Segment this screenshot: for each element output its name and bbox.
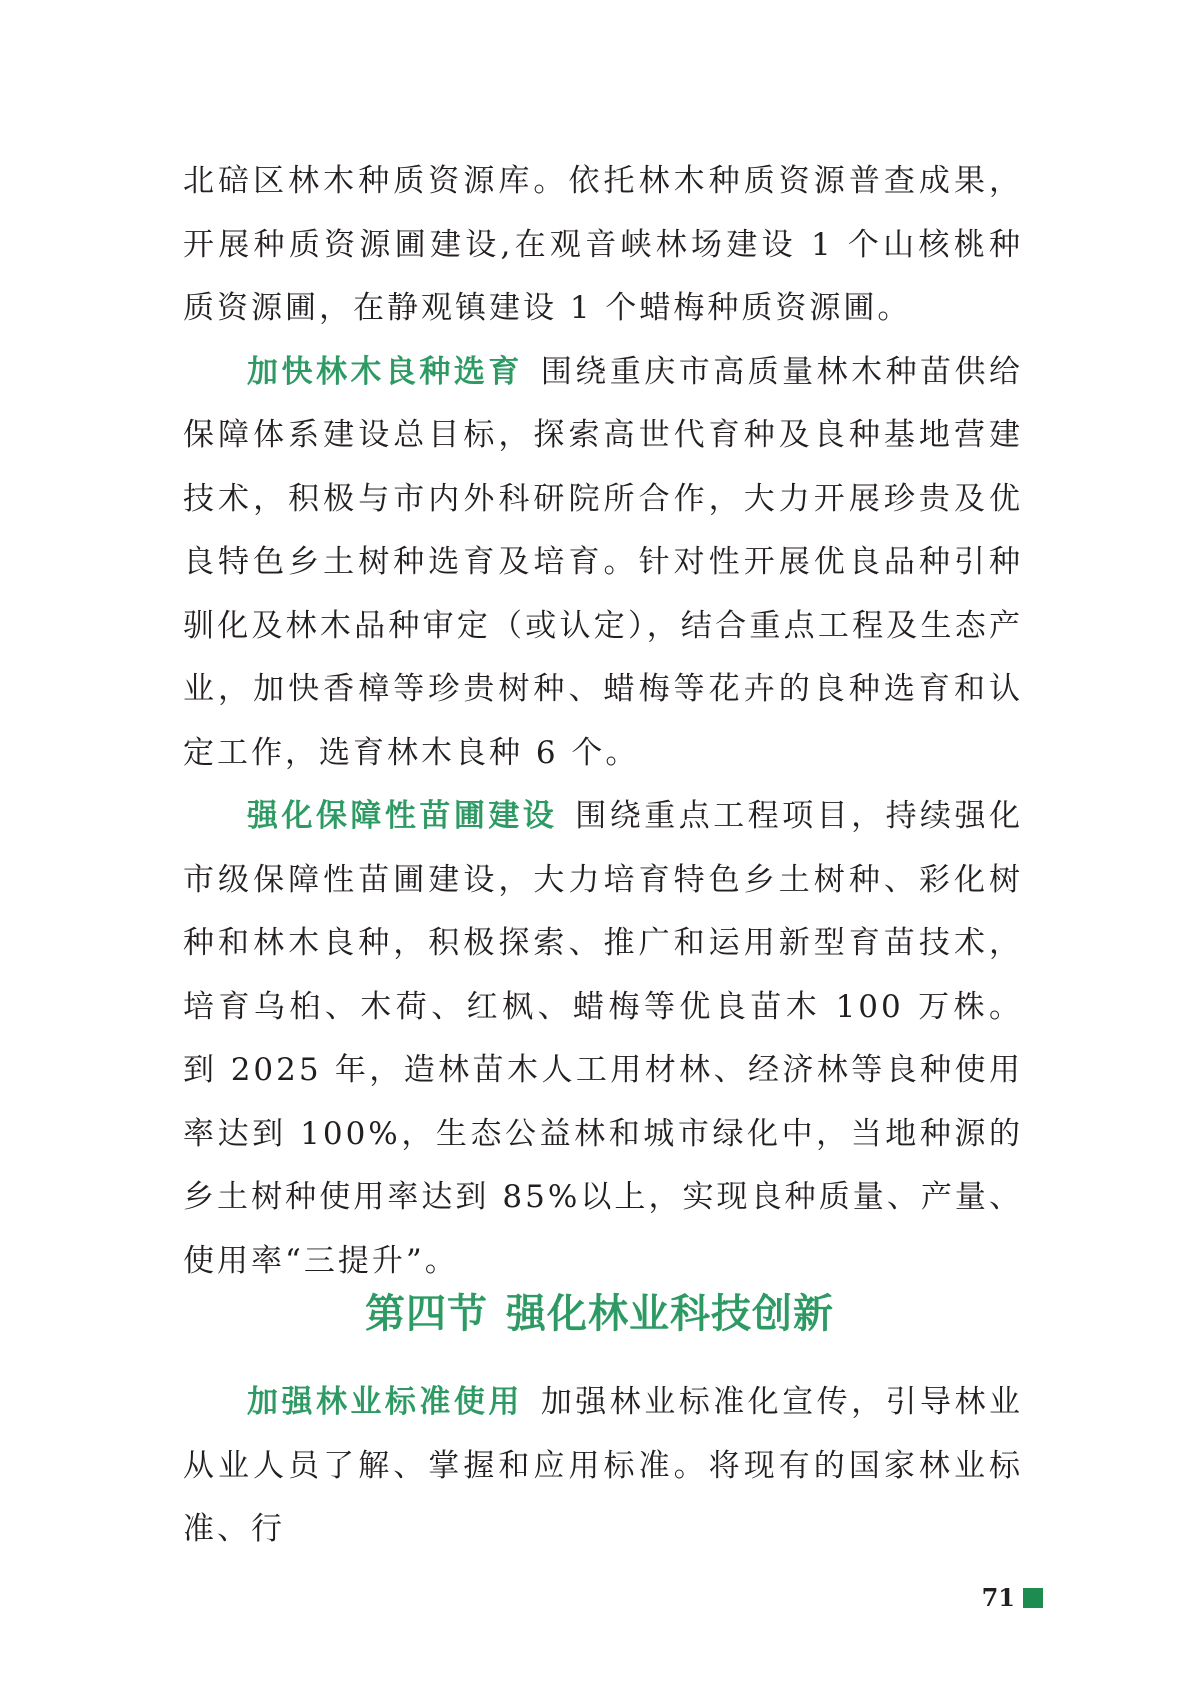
page-number: 71 [981,1583,1015,1612]
paragraph-lead-nursery: 强化保障性苗圃建设 [247,798,558,834]
paragraph-body-standards: 加强林业标准化宣传，引导林业从业人员了解、掌握和应用标准。将现有的国家林业标准、行 [183,1384,1024,1547]
page-mark-square-icon [1023,1588,1043,1608]
section-number: 第四节 [365,1291,488,1337]
body-text [183,150,1023,1293]
paragraph-body-nursery: 围绕重点工程项目，持续强化市级保障性苗圃建设，大力培育特色乡土树种、彩化树种和林木良种，积极探索、推广和运用新型育苗技术，培育乌桕、木荷、红枫、蜡梅等优良苗木 100 万株。到 2025 年，造林苗木人工用材林、经济林等良种使用率达到 100%，生态公益林和城市绿化中，当地种源的乡土树种使用率达到 85%以上，实现良种质量、产量、使用率“三提升”。 [183,798,1024,1279]
section-body [183,1371,1023,1562]
paragraph-lead-seed-breeding: 加快林木良种选育 [247,353,523,390]
paragraph-body-seed-breeding: 围绕重庆市高质量林木种苗供给保障体系建设总目标，探索高世代育种及良种基地营建技术，积极与市内外科研院所合作，大力开展珍贵及优良特色乡土树种选育及培育。针对性开展优良品种引种驯化及林木品种审定（或认定），结合重点工程及生态产业，加快香樟等珍贵树种、蜡梅等花卉的良种选育和认定工作，选育林木良种 6 个。 [183,353,1024,771]
page-footer [982,1583,1043,1612]
section-heading [0,1282,1199,1339]
paragraph-nursery-construction [183,785,1023,1293]
paragraph-standards [183,1371,1023,1562]
paragraph-lead-standards: 加强林业标准使用 [247,1384,523,1420]
paragraph-germplasm-bank: 北碚区林木种质资源库。依托林木种质资源普查成果，开展种质资源圃建设,在观音峡林场建设 1 个山核桃种质资源圃，在静观镇建设 1 个蜡梅种质资源圃。 [183,163,1023,326]
paragraph-seed-breeding [183,341,1023,786]
section-title: 强化林业科技创新 [506,1291,834,1337]
